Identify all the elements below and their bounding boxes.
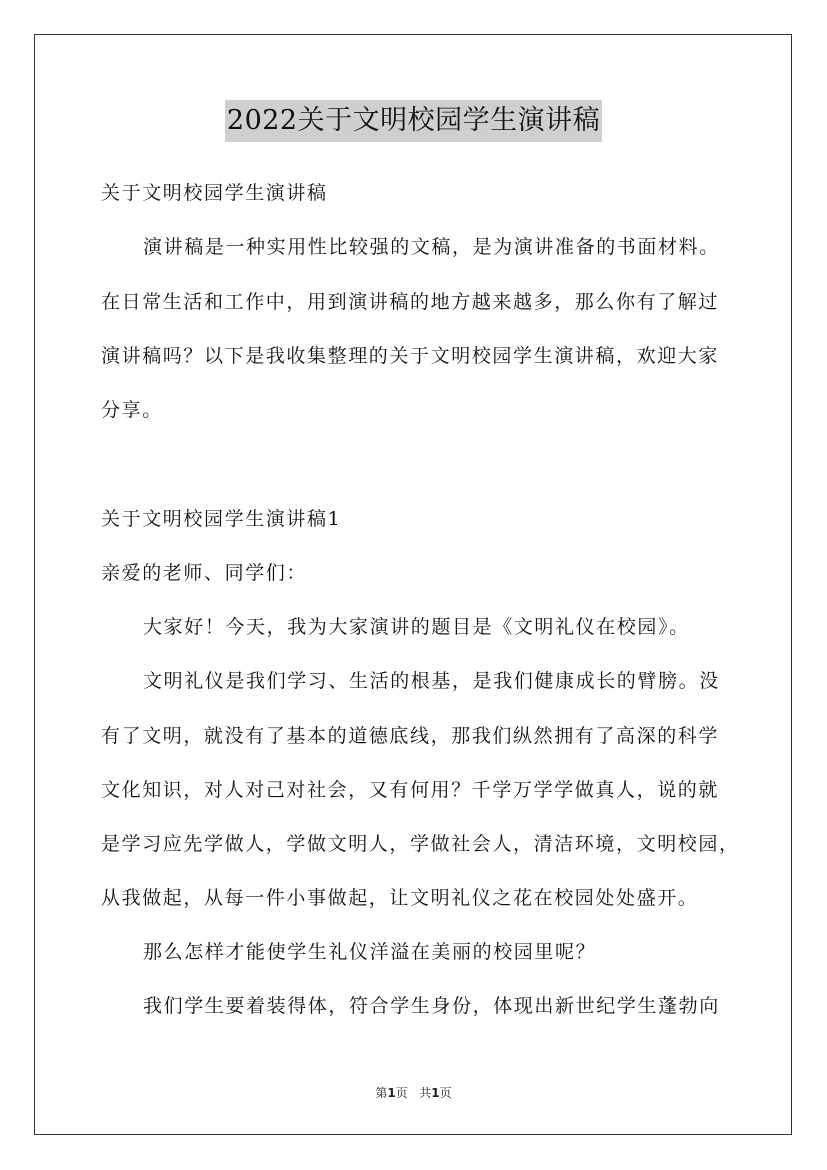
intro-line: 演讲稿是一种实用性比较强的文稿，是为演讲准备的书面材料。: [143, 236, 720, 258]
document-title: 2022关于文明校园学生演讲稿: [225, 100, 602, 142]
total-pages: 1: [431, 1086, 440, 1100]
body-line: 有了文明，就没有了基本的道德底线，那我们纵然拥有了高深的科学: [101, 725, 720, 747]
page-label-prefix: 第: [375, 1086, 388, 1100]
body-line: 那么怎样才能使学生礼仪洋溢在美丽的校园里呢？: [143, 941, 597, 963]
page-number: 1: [387, 1086, 396, 1100]
body-line: 我们学生要着装得体，符合学生身份，体现出新世纪学生蓬勃向: [143, 995, 720, 1017]
body-line: 是学习应先学做人，学做文明人，学做社会人，清洁环境，文明校园，: [101, 833, 740, 855]
title-wrap: [0, 100, 827, 142]
body-line: 从我做起，从每一件小事做起，让文明礼仪之花在校园处处盛开。: [101, 887, 699, 909]
intro-line: 在日常生活和工作中，用到演讲稿的地方越来越多，那么你有了解过: [101, 291, 720, 313]
section-heading: 关于文明校园学生演讲稿1: [101, 508, 342, 530]
intro-line: 演讲稿吗？以下是我收集整理的关于文明校园学生演讲稿，欢迎大家: [101, 345, 720, 367]
page-footer: [0, 1084, 827, 1101]
page-label-suffix: 页: [395, 1086, 408, 1100]
salutation: 亲爱的老师、同学们：: [101, 562, 308, 584]
total-label-prefix: 共: [419, 1086, 432, 1100]
total-label-suffix: 页: [439, 1086, 452, 1100]
body-line: 文明礼仪是我们学习、生活的根基，是我们健康成长的臂膀。没: [143, 670, 720, 692]
body-line: 大家好！今天，我为大家演讲的题目是《文明礼仪在校园》。: [143, 616, 690, 638]
body-line: 文化知识，对人对己对社会，又有何用？千学万学学做真人，说的就: [101, 779, 720, 801]
intro-line: 分享。: [101, 399, 163, 421]
document-subtitle: 关于文明校园学生演讲稿: [101, 182, 328, 204]
